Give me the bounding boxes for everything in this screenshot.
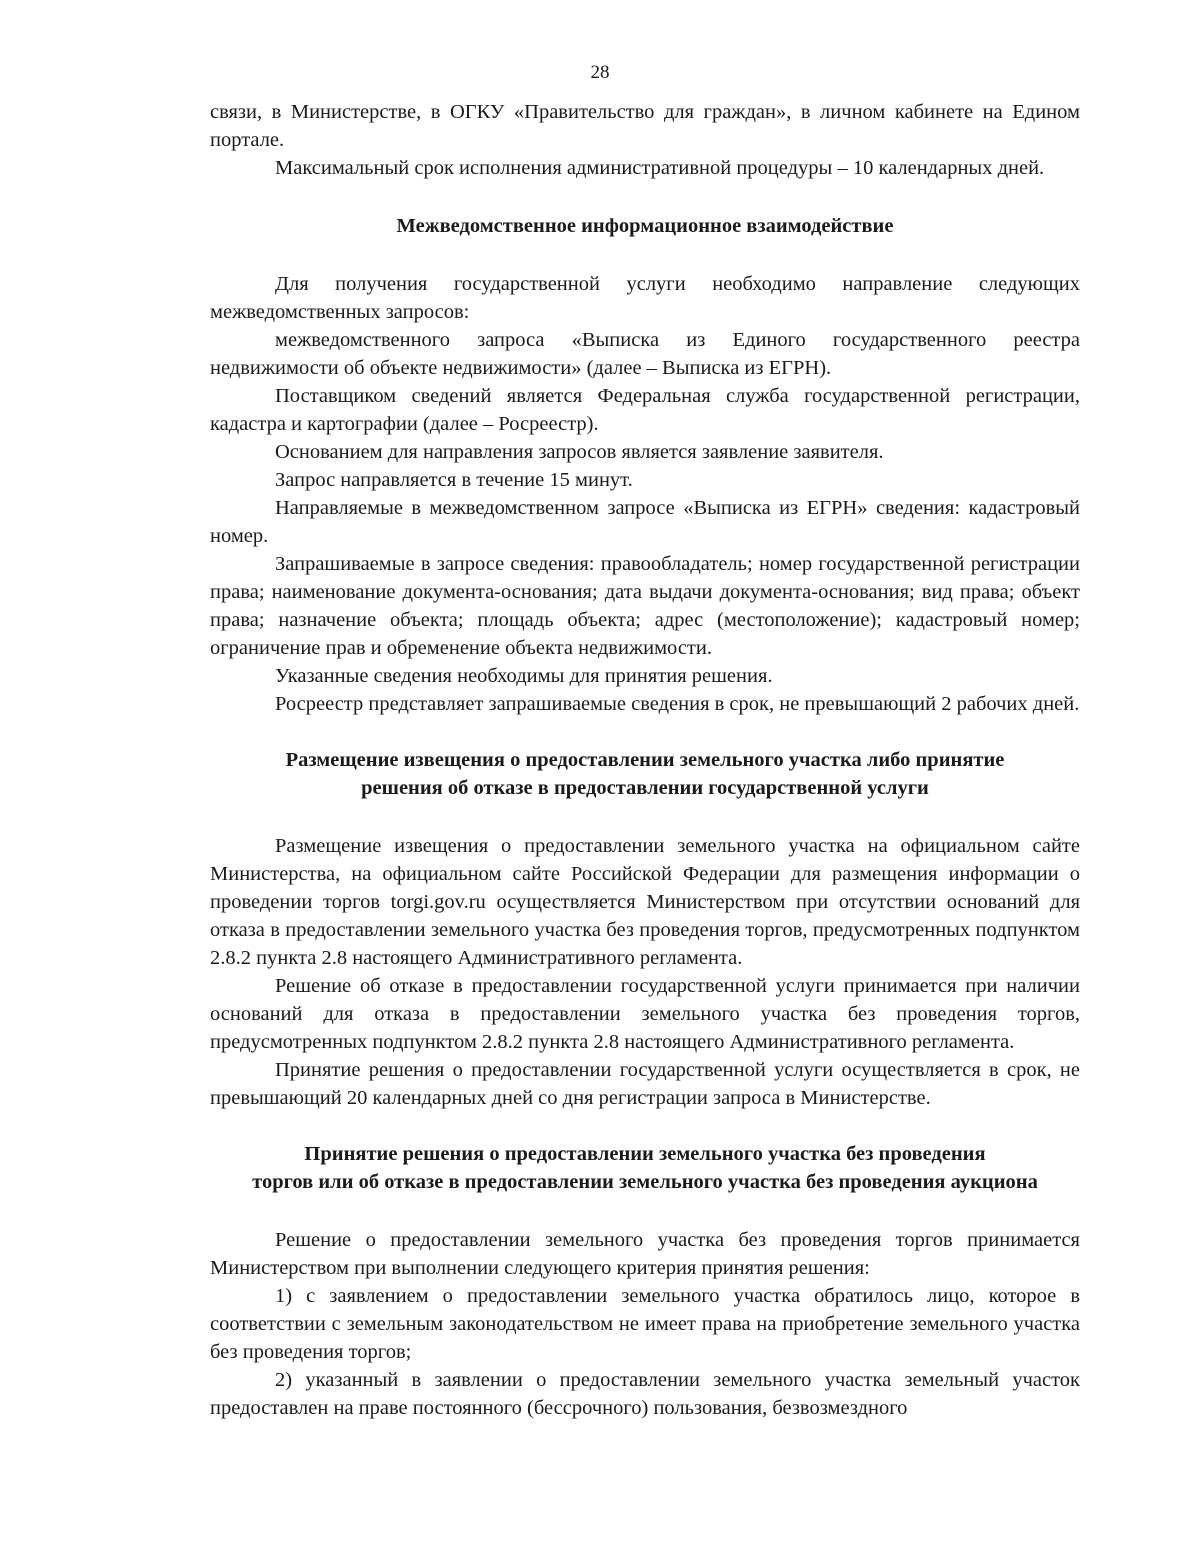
section2-paragraph-1: Размещение извещения о предоставлении земельного участка на официальном сайте Министерства, на официальном сайте Российской Федерации для размещения информации о проведении торгов torgi.gov.ru осуществляется Министерством при отсутствии оснований для отказа в предоставлении земельного участка без проведения торгов, предусмотренных подпунктом 2.8.2 пункта 2.8 настоящего Административного регламента.: [210, 835, 1080, 969]
section1-paragraph-5: Запрос направляется в течение 15 минут.: [275, 469, 633, 491]
intro-paragraph-continuation: связи, в Министерстве, в ОГКУ «Правительство для граждан», в личном кабинете на Едином портале.: [210, 101, 1080, 151]
section3-paragraph-3: 2) указанный в заявлении о предоставлении земельного участка земельный участок предоставлен на праве постоянного (бессрочного) пользования, безвозмездного: [210, 1369, 1080, 1419]
section1-paragraph-4: Основанием для направления запросов является заявление заявителя.: [275, 441, 884, 463]
section2-heading-line-2: решения об отказе в предоставлении государственной услуги: [361, 777, 929, 799]
section2-paragraph-2: Решение об отказе в предоставлении государственной услуги принимается при наличии оснований для отказа в предоставлении земельного участка без проведения торгов, предусмотренных подпунктом 2.8.2 пункта 2.8 настоящего Административного регламента.: [210, 975, 1080, 1053]
section1-paragraph-9: Росреестр представляет запрашиваемые сведения в срок, не превышающий 2 рабочих дней.: [275, 693, 1080, 715]
section1-paragraph-8: Указанные сведения необходимы для принятия решения.: [275, 665, 773, 687]
section-heading-notice-or-refusal: [210, 746, 1080, 802]
section3-paragraph-2: 1) с заявлением о предоставлении земельного участка обратилось лицо, которое в соответствии с земельным законодательством не имеет права на приобретение земельного участка без проведения торгов;: [210, 1285, 1080, 1363]
section2-paragraph-3: Принятие решения о предоставлении государственной услуги осуществляется в срок, не превышающий 20 календарных дней со дня регистрации запроса в Министерстве.: [210, 1059, 1080, 1109]
section1-paragraph-6: Направляемые в межведомственном запросе «Выписка из ЕГРН» сведения: кадастровый номер.: [210, 497, 1080, 547]
section3-heading-line-2: торгов или об отказе в предоставлении земельного участка без проведения аукциона: [252, 1171, 1038, 1193]
page-number: 28: [590, 62, 610, 83]
intro-paragraph-deadline: Максимальный срок исполнения административной процедуры – 10 календарных дней.: [275, 157, 1045, 179]
section3-paragraph-1: Решение о предоставлении земельного участка без проведения торгов принимается Министерством при выполнении следующего критерия принятия решения:: [210, 1229, 1080, 1279]
section1-paragraph-1: Для получения государственной услуги необходимо направление следующих межведомственных запросов:: [210, 273, 1080, 323]
section1-paragraph-3: Поставщиком сведений является Федеральная служба государственной регистрации, кадастра и картографии (далее – Росреестр).: [210, 385, 1080, 435]
section-heading-decision: [210, 1140, 1080, 1196]
section-heading-interagency: Межведомственное информационное взаимодействие: [396, 215, 894, 237]
section3-heading-line-1: Принятие решения о предоставлении земельного участка без проведения: [304, 1143, 986, 1165]
document-body: [210, 98, 1080, 1422]
section2-heading-line-1: Размещение извещения о предоставлении земельного участка либо принятие: [285, 749, 1005, 771]
section1-paragraph-7: Запрашиваемые в запросе сведения: правообладатель; номер государственной регистрации права; наименование документа-основания; дата выдачи документа-основания; вид права; объект права; назначение объекта; площадь объекта; адрес (местоположение); кадастровый номер; ограничение прав и обременение объекта недвижимости.: [210, 553, 1080, 659]
section1-paragraph-2: межведомственного запроса «Выписка из Единого государственного реестра недвижимости об объекте недвижимости» (далее – Выписка из ЕГРН).: [210, 329, 1080, 379]
